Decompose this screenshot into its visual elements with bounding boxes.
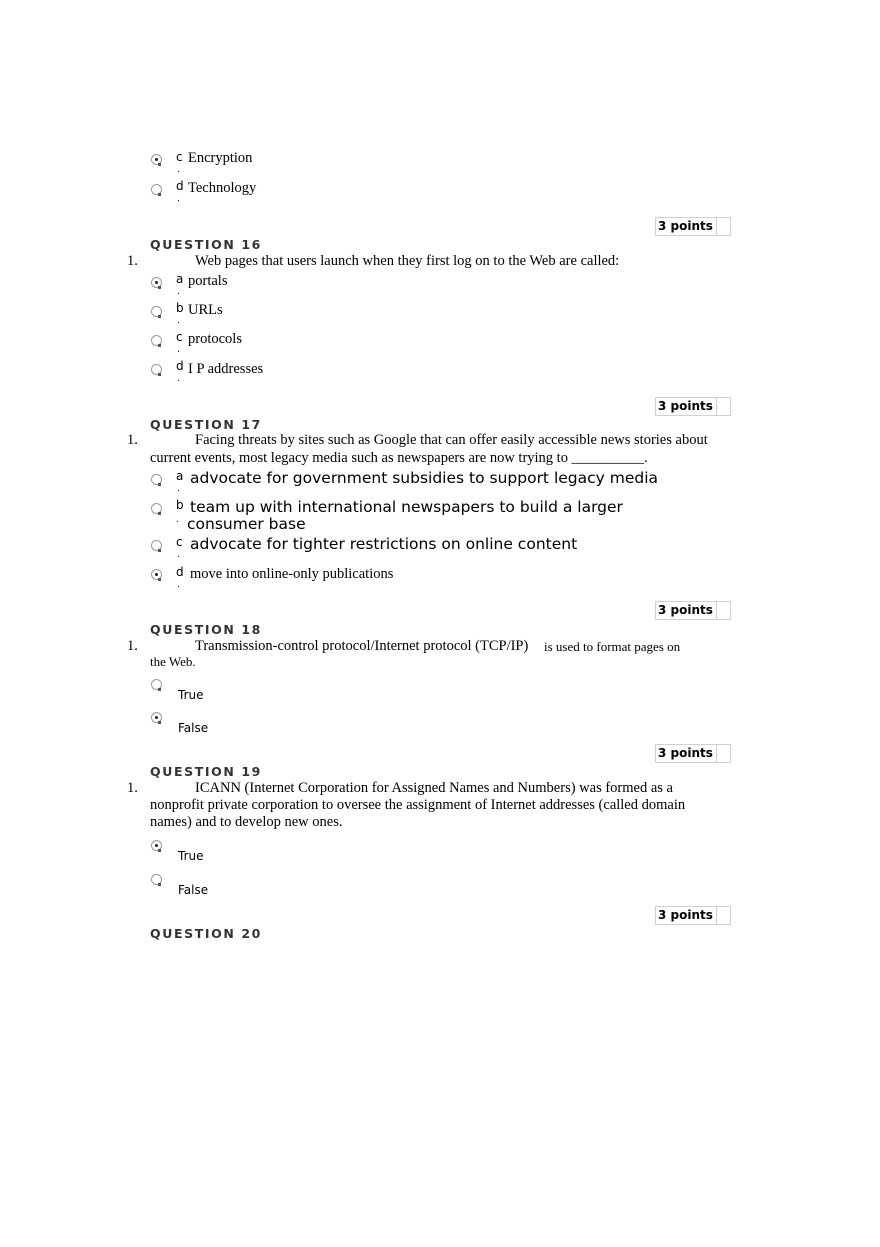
option-dot: .: [177, 194, 180, 204]
option-letter: a: [176, 272, 184, 286]
question-text-part2: is used to format pages on: [544, 639, 681, 654]
radio-q15-c[interactable]: [150, 153, 164, 167]
radio-q17-c[interactable]: [150, 539, 164, 553]
option-letter: a: [176, 469, 184, 483]
option-letter: d: [176, 565, 184, 579]
points-label: 3 points: [658, 908, 713, 922]
radio-q15-d[interactable]: [150, 183, 164, 197]
option-letter: b: [176, 301, 184, 315]
points-label: 3 points: [658, 219, 713, 233]
radio-q17-a[interactable]: [150, 473, 164, 487]
option-letter: d: [176, 179, 184, 193]
points-label: 3 points: [658, 746, 713, 760]
question-number: 1.: [127, 432, 138, 448]
radio-q16-a[interactable]: [150, 276, 164, 290]
radio-q17-d[interactable]: [150, 568, 164, 582]
option-text: I P addresses: [188, 361, 264, 377]
question-number: 1.: [127, 253, 138, 269]
question-text-line1: Facing threats by sites such as Google that can offer easily accessible news stories about: [195, 432, 708, 448]
question-number: 1.: [127, 780, 138, 796]
question-text-line2: the Web.: [150, 654, 196, 669]
option-text-line2: consumer base: [187, 515, 306, 533]
option-letter: b: [176, 498, 184, 512]
points-box: [655, 217, 731, 236]
option-dot: .: [177, 550, 180, 560]
points-label: 3 points: [658, 603, 713, 617]
radio-q19-true[interactable]: [150, 839, 164, 853]
option-letter: c: [176, 330, 183, 344]
question-text-part1: Transmission-control protocol/Internet protocol (TCP/IP): [195, 638, 529, 654]
option-true-label: True: [178, 688, 204, 702]
option-dot: .: [177, 287, 180, 297]
question-text-line3: names) and to develop new ones.: [150, 814, 343, 830]
radio-q16-d[interactable]: [150, 363, 164, 377]
points-box: [655, 601, 731, 620]
question-text-line1: ICANN (Internet Corporation for Assigned Names and Numbers) was formed as a: [195, 780, 673, 796]
option-dot: .: [177, 484, 180, 494]
option-text: advocate for government subsidies to support legacy media: [190, 469, 659, 487]
question-text-line2: current events, most legacy media such as newspapers are now trying to __________.: [150, 450, 648, 466]
option-dot: .: [177, 580, 180, 590]
option-text-line1: team up with international newspapers to build a larger: [190, 498, 623, 516]
question-header: QUESTION 17: [150, 417, 262, 432]
question-header: QUESTION 16: [150, 237, 262, 252]
option-text: URLs: [188, 302, 223, 318]
points-box: [655, 744, 731, 763]
points-box: [655, 397, 731, 416]
option-letter: c: [176, 150, 183, 164]
radio-q19-false[interactable]: [150, 873, 164, 887]
question-text: Web pages that users launch when they first log on to the Web are called:: [195, 253, 620, 269]
question-number: 1.: [127, 638, 138, 654]
option-dot: .: [177, 165, 180, 175]
option-dot: .: [177, 345, 180, 355]
option-text: advocate for tighter restrictions on online content: [190, 535, 578, 553]
points-label: 3 points: [658, 399, 713, 413]
radio-q16-c[interactable]: [150, 334, 164, 348]
radio-q18-false[interactable]: [150, 711, 164, 725]
option-letter: d: [176, 359, 184, 373]
question-header: QUESTION 19: [150, 764, 262, 779]
radio-q16-b[interactable]: [150, 305, 164, 319]
radio-q17-b[interactable]: [150, 502, 164, 516]
option-false-label: False: [178, 883, 209, 897]
radio-q18-true[interactable]: [150, 678, 164, 692]
option-dot: .: [177, 374, 180, 384]
question-text-line2: nonprofit private corporation to oversee the assignment of Internet addresses (called domain: [150, 797, 686, 813]
option-text: Technology: [188, 180, 257, 196]
option-dot: .: [176, 515, 179, 525]
question-header: QUESTION 20: [150, 926, 262, 941]
question-header: QUESTION 18: [150, 622, 262, 637]
option-dot: .: [177, 316, 180, 326]
option-letter: c: [176, 535, 183, 549]
option-false-label: False: [178, 721, 209, 735]
points-box: [655, 906, 731, 925]
option-true-label: True: [178, 849, 204, 863]
option-text: move into online-only publications: [190, 566, 394, 582]
option-text: portals: [188, 273, 228, 289]
option-text: Encryption: [188, 150, 253, 166]
option-text: protocols: [188, 331, 242, 347]
